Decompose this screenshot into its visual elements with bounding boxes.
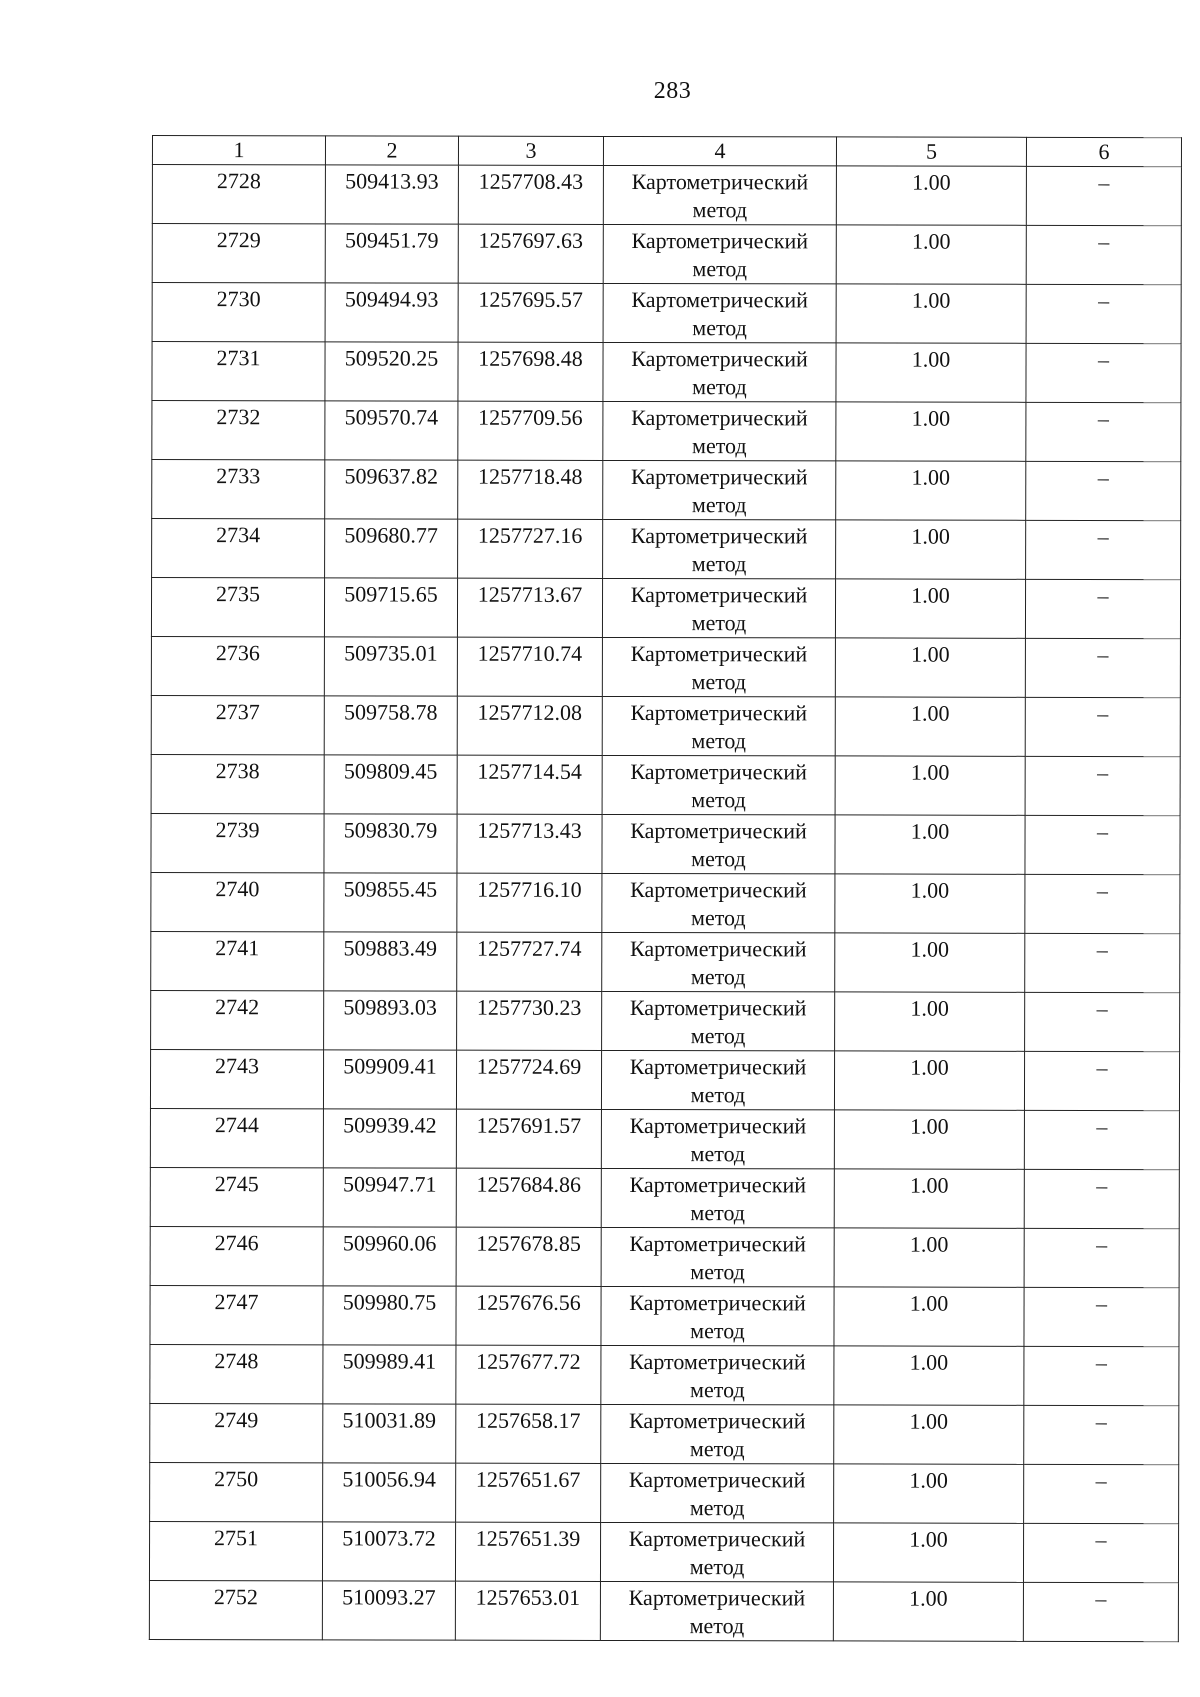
point-number-cell: 2752: [149, 1580, 322, 1639]
accuracy-cell: 1.00: [835, 697, 1025, 756]
note-cell: –: [1025, 992, 1180, 1051]
note-cell: –: [1025, 638, 1180, 697]
accuracy-cell: 1.00: [834, 1464, 1024, 1523]
x-coordinate-cell: 509715.65: [324, 578, 457, 637]
note-cell: –: [1026, 343, 1181, 402]
accuracy-cell: 1.00: [836, 166, 1026, 225]
x-coordinate-cell: 510093.27: [322, 1581, 455, 1640]
method-cell: [603, 401, 836, 460]
point-number-cell: 2744: [150, 1108, 323, 1167]
method-cell: [602, 932, 835, 991]
method-text: Картометрический метод: [631, 169, 809, 223]
note-cell: –: [1026, 166, 1181, 225]
x-coordinate-cell: 509758.78: [324, 696, 457, 755]
table-row: [152, 224, 1181, 285]
y-coordinate-cell: 1257712.08: [457, 696, 602, 755]
y-coordinate-cell: 1257676.56: [456, 1286, 601, 1345]
method-cell: [602, 991, 835, 1050]
table-row: [150, 1462, 1179, 1523]
method-text: Картометрический метод: [628, 1585, 806, 1639]
header-row: [152, 136, 1181, 167]
point-number-cell: 2748: [150, 1344, 323, 1403]
y-coordinate-cell: 1257730.23: [457, 991, 602, 1050]
method-cell: [600, 1581, 833, 1640]
method-cell: [601, 1050, 834, 1109]
method-cell: [603, 519, 836, 578]
accuracy-cell: 1.00: [835, 933, 1025, 992]
y-coordinate-cell: 1257708.43: [458, 165, 603, 224]
point-number-cell: 2749: [150, 1403, 323, 1462]
table-row: [151, 872, 1180, 933]
point-number-cell: 2736: [151, 636, 324, 695]
note-cell: –: [1024, 1464, 1179, 1523]
x-coordinate-cell: 509830.79: [324, 814, 457, 873]
method-text: Картометрический метод: [631, 464, 808, 518]
method-text: Картометрический метод: [629, 1231, 806, 1285]
header-col-3: 3: [458, 136, 603, 165]
table-row: [151, 578, 1180, 639]
point-number-cell: 2731: [152, 342, 325, 401]
method-text: Картометрический метод: [631, 405, 808, 459]
page-number: 283: [653, 78, 692, 104]
point-number-cell: 2729: [152, 224, 325, 283]
table-row: [152, 342, 1181, 403]
table-row: [152, 165, 1181, 226]
header-col-4: 4: [603, 136, 836, 165]
table-row: [151, 695, 1180, 756]
accuracy-cell: 1.00: [834, 1110, 1024, 1169]
point-number-cell: 2740: [151, 872, 324, 931]
method-cell: [602, 637, 835, 696]
accuracy-cell: 1.00: [835, 874, 1025, 933]
y-coordinate-cell: 1257713.67: [457, 578, 602, 637]
accuracy-cell: 1.00: [833, 1523, 1023, 1582]
accuracy-cell: 1.00: [834, 1405, 1024, 1464]
table-header: [152, 136, 1181, 167]
header-col-1: 1: [152, 136, 325, 165]
method-text: Картометрический метод: [628, 1526, 806, 1580]
accuracy-cell: 1.00: [834, 1051, 1024, 1110]
x-coordinate-cell: 509855.45: [324, 873, 457, 932]
x-coordinate-cell: 509883.49: [324, 932, 457, 991]
method-text: Картометрический метод: [629, 1054, 807, 1108]
y-coordinate-cell: 1257658.17: [456, 1404, 601, 1463]
method-text: Картометрический метод: [630, 936, 807, 990]
method-cell: [602, 696, 835, 755]
header-col-2: 2: [325, 136, 458, 165]
table-row: [152, 460, 1181, 521]
accuracy-cell: 1.00: [834, 1169, 1024, 1228]
y-coordinate-cell: 1257727.74: [457, 932, 602, 991]
y-coordinate-cell: 1257695.57: [458, 283, 603, 342]
table-row: [150, 1108, 1179, 1169]
table-row: [150, 1167, 1179, 1228]
y-coordinate-cell: 1257718.48: [458, 460, 603, 519]
accuracy-cell: 1.00: [836, 402, 1026, 461]
point-number-cell: 2742: [151, 990, 324, 1049]
note-cell: –: [1025, 697, 1180, 756]
point-number-cell: 2741: [151, 931, 324, 990]
note-cell: –: [1024, 1228, 1179, 1287]
table-row: [150, 1285, 1179, 1346]
table-row: [151, 754, 1180, 815]
x-coordinate-cell: 509735.01: [324, 637, 457, 696]
method-text: Картометрический метод: [630, 818, 807, 872]
method-cell: [600, 1522, 833, 1581]
method-text: Картометрический метод: [630, 582, 808, 636]
method-cell: [601, 1227, 834, 1286]
x-coordinate-cell: 509520.25: [325, 342, 458, 401]
x-coordinate-cell: 509960.06: [323, 1227, 456, 1286]
method-text: Картометрический метод: [629, 995, 807, 1049]
method-cell: [603, 342, 836, 401]
note-cell: –: [1025, 874, 1180, 933]
y-coordinate-cell: 1257691.57: [456, 1109, 601, 1168]
method-cell: [601, 1404, 834, 1463]
method-cell: [601, 1463, 834, 1522]
table-row: [151, 636, 1180, 697]
header-col-5: 5: [836, 137, 1026, 166]
note-cell: –: [1026, 461, 1181, 520]
method-cell: [602, 814, 835, 873]
method-cell: [603, 460, 836, 519]
point-number-cell: 2746: [150, 1226, 323, 1285]
accuracy-cell: 1.00: [835, 815, 1025, 874]
point-number-cell: 2734: [152, 519, 325, 578]
y-coordinate-cell: 1257678.85: [456, 1227, 601, 1286]
method-text: Картометрический метод: [630, 759, 807, 813]
accuracy-cell: 1.00: [835, 638, 1025, 697]
point-number-cell: 2737: [151, 695, 324, 754]
x-coordinate-cell: 509939.42: [323, 1109, 456, 1168]
y-coordinate-cell: 1257713.43: [457, 814, 602, 873]
note-cell: –: [1026, 402, 1181, 461]
x-coordinate-cell: 509989.41: [323, 1345, 456, 1404]
x-coordinate-cell: 509413.93: [325, 165, 458, 224]
x-coordinate-cell: 509570.74: [325, 401, 458, 460]
x-coordinate-cell: 509637.82: [325, 460, 458, 519]
x-coordinate-cell: 509494.93: [325, 283, 458, 342]
x-coordinate-cell: 509893.03: [324, 991, 457, 1050]
method-cell: [601, 1286, 834, 1345]
table-row: [150, 1344, 1179, 1405]
table-row: [151, 990, 1180, 1051]
y-coordinate-cell: 1257697.63: [458, 224, 603, 283]
table-row: [149, 1521, 1178, 1582]
x-coordinate-cell: 510073.72: [322, 1522, 455, 1581]
method-text: Картометрический метод: [630, 877, 807, 931]
method-text: Картометрический метод: [629, 1113, 807, 1167]
table-row: [152, 519, 1181, 580]
method-cell: [603, 283, 836, 342]
point-number-cell: 2743: [150, 1049, 323, 1108]
accuracy-cell: 1.00: [835, 992, 1025, 1051]
point-number-cell: 2750: [150, 1462, 323, 1521]
x-coordinate-cell: 509980.75: [323, 1286, 456, 1345]
accuracy-cell: 1.00: [836, 461, 1026, 520]
note-cell: –: [1026, 520, 1181, 579]
table-row: [149, 1580, 1178, 1641]
method-cell: [601, 1109, 834, 1168]
note-cell: –: [1023, 1582, 1178, 1641]
x-coordinate-cell: 509947.71: [323, 1168, 456, 1227]
method-text: Картометрический метод: [631, 228, 809, 282]
method-cell: [602, 578, 835, 637]
method-cell: [603, 224, 836, 283]
accuracy-cell: 1.00: [836, 284, 1026, 343]
y-coordinate-cell: 1257651.39: [455, 1522, 600, 1581]
note-cell: –: [1023, 1523, 1178, 1582]
accuracy-cell: 1.00: [833, 1582, 1023, 1641]
method-text: Картометрический метод: [630, 641, 808, 695]
y-coordinate-cell: 1257651.67: [456, 1463, 601, 1522]
note-cell: –: [1024, 1169, 1179, 1228]
table-row: [150, 1049, 1179, 1110]
y-coordinate-cell: 1257684.86: [456, 1168, 601, 1227]
y-coordinate-cell: 1257716.10: [457, 873, 602, 932]
method-text: Картометрический метод: [630, 700, 808, 754]
accuracy-cell: 1.00: [835, 579, 1025, 638]
x-coordinate-cell: 509451.79: [325, 224, 458, 283]
method-text: Картометрический метод: [628, 1467, 806, 1521]
note-cell: –: [1026, 284, 1181, 343]
note-cell: –: [1025, 756, 1180, 815]
note-cell: –: [1024, 1405, 1179, 1464]
accuracy-cell: 1.00: [836, 225, 1026, 284]
y-coordinate-cell: 1257724.69: [456, 1050, 601, 1109]
y-coordinate-cell: 1257714.54: [457, 755, 602, 814]
method-cell: [601, 1168, 834, 1227]
table-row: [151, 813, 1180, 874]
point-number-cell: 2730: [152, 283, 325, 342]
note-cell: –: [1026, 225, 1181, 284]
accuracy-cell: 1.00: [834, 1346, 1024, 1405]
note-cell: –: [1024, 1346, 1179, 1405]
note-cell: –: [1024, 1287, 1179, 1346]
method-text: Картометрический метод: [631, 346, 808, 400]
accuracy-cell: 1.00: [835, 756, 1025, 815]
header-col-6: 6: [1026, 137, 1181, 166]
table-row: [150, 1403, 1179, 1464]
point-number-cell: 2738: [151, 754, 324, 813]
point-number-cell: 2728: [152, 165, 325, 224]
coordinates-table: [149, 135, 1182, 1642]
point-number-cell: 2732: [152, 401, 325, 460]
point-number-cell: 2747: [150, 1285, 323, 1344]
note-cell: –: [1025, 815, 1180, 874]
x-coordinate-cell: 509809.45: [324, 755, 457, 814]
point-number-cell: 2745: [150, 1167, 323, 1226]
method-text: Картометрический метод: [630, 523, 808, 577]
table-body: [149, 165, 1181, 1642]
method-text: Картометрический метод: [629, 1408, 806, 1462]
note-cell: –: [1025, 933, 1180, 992]
x-coordinate-cell: 509680.77: [325, 519, 458, 578]
accuracy-cell: 1.00: [834, 1287, 1024, 1346]
note-cell: –: [1025, 579, 1180, 638]
table-row: [152, 401, 1181, 462]
accuracy-cell: 1.00: [834, 1228, 1024, 1287]
point-number-cell: 2739: [151, 813, 324, 872]
x-coordinate-cell: 510056.94: [323, 1463, 456, 1522]
y-coordinate-cell: 1257698.48: [458, 342, 603, 401]
x-coordinate-cell: 510031.89: [323, 1404, 456, 1463]
accuracy-cell: 1.00: [836, 520, 1026, 579]
accuracy-cell: 1.00: [836, 343, 1026, 402]
y-coordinate-cell: 1257653.01: [455, 1581, 600, 1640]
method-text: Картометрический метод: [629, 1172, 807, 1226]
method-text: Картометрический метод: [629, 1349, 806, 1403]
method-text: Картометрический метод: [631, 287, 808, 341]
point-number-cell: 2735: [151, 578, 324, 637]
method-cell: [601, 1345, 834, 1404]
method-cell: [603, 165, 836, 224]
y-coordinate-cell: 1257677.72: [456, 1345, 601, 1404]
note-cell: –: [1024, 1051, 1179, 1110]
y-coordinate-cell: 1257709.56: [458, 401, 603, 460]
table-row: [152, 283, 1181, 344]
point-number-cell: 2751: [149, 1521, 322, 1580]
point-number-cell: 2733: [152, 460, 325, 519]
note-cell: –: [1024, 1110, 1179, 1169]
method-cell: [602, 873, 835, 932]
table-row: [150, 1226, 1179, 1287]
method-cell: [602, 755, 835, 814]
table-row: [151, 931, 1180, 992]
x-coordinate-cell: 509909.41: [323, 1050, 456, 1109]
y-coordinate-cell: 1257710.74: [457, 637, 602, 696]
y-coordinate-cell: 1257727.16: [458, 519, 603, 578]
method-text: Картометрический метод: [629, 1290, 806, 1344]
